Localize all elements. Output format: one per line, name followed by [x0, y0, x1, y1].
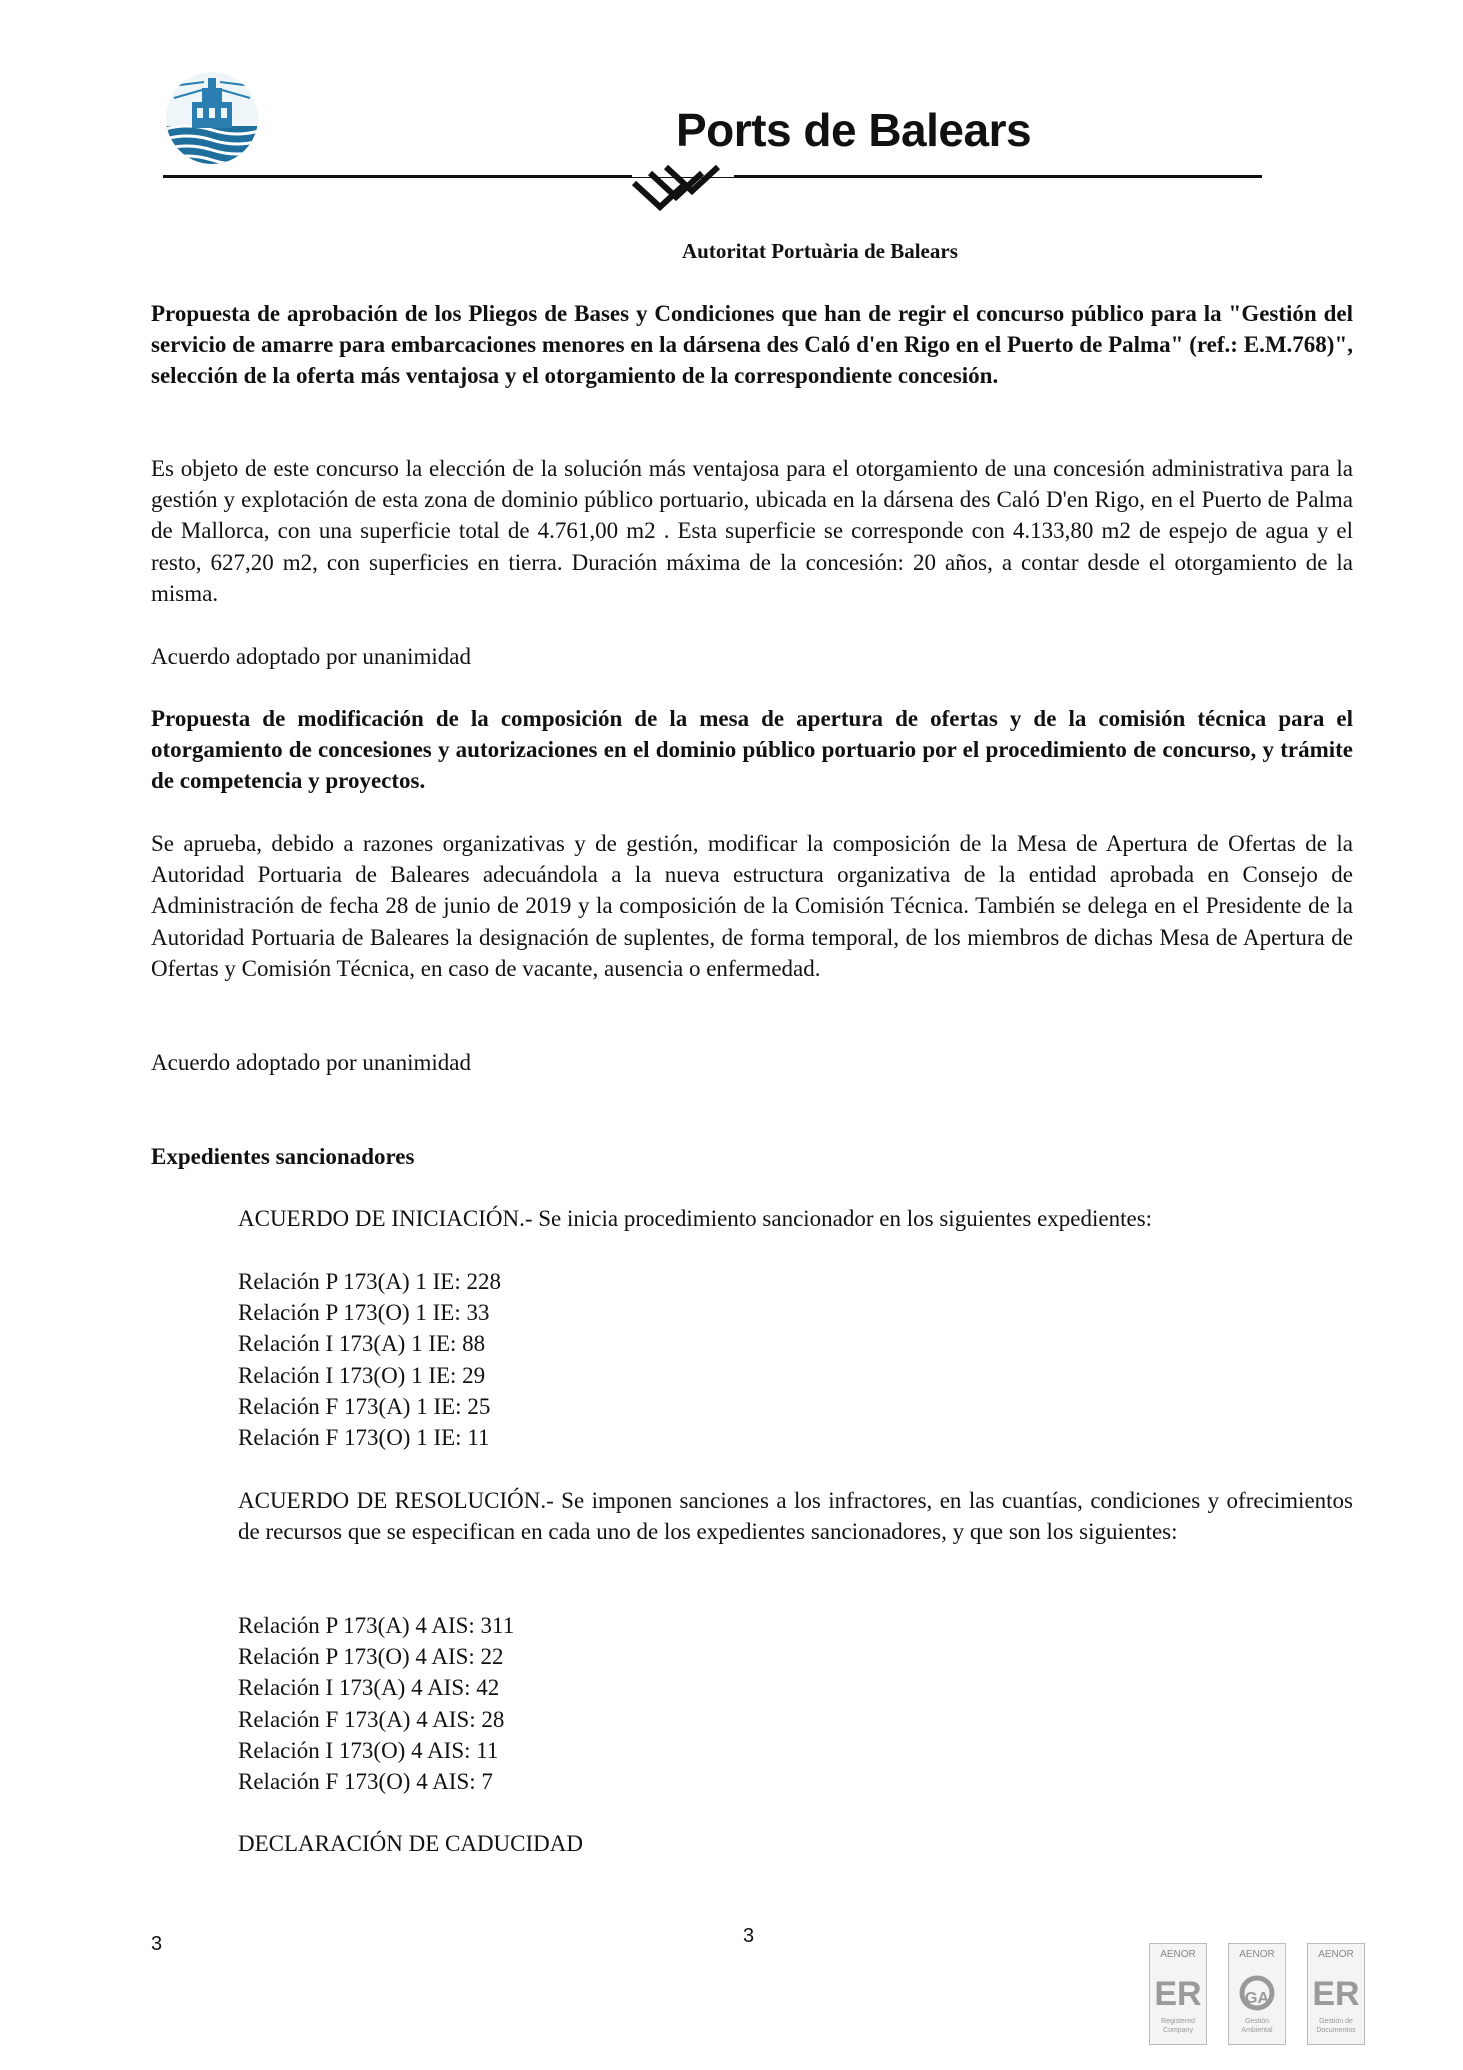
cert-caption: Documentos [1316, 2027, 1356, 2034]
cert-caption: Gestión de [1319, 2018, 1353, 2025]
cert-caption: Gestión [1244, 2018, 1270, 2025]
page-number-left: 3 [151, 1933, 163, 1955]
resolution-text: ACUERDO DE RESOLUCIÓN.- Se imponen sanciones a los infractores, en las cuantías, condiciones y ofrecimientos de recursos que se especifican en cada uno de los expedientes sancionadores, y que son los siguientes: [238, 1488, 1353, 1545]
cert-brand: AENOR [1160, 1949, 1196, 1960]
cert-caption: Company [1163, 2027, 1193, 2034]
list-item: Relación P 173(O) 1 IE: 33 [238, 1300, 490, 1326]
cert-mark: GA [1245, 1990, 1269, 2007]
list-item: Relación P 173(O) 4 AIS: 22 [238, 1644, 504, 1670]
certification-badge-icon [1307, 1943, 1365, 2045]
list-item: Relación I 173(O) 1 IE: 29 [238, 1362, 486, 1388]
list-item: Relación P 173(A) 4 AIS: 311 [238, 1613, 515, 1638]
cert-mark: ER [1154, 1975, 1202, 2013]
cert-brand: AENOR [1318, 1949, 1354, 1960]
cert-caption: Registered [1161, 2018, 1195, 2025]
item-1-body: Es objeto de este concurso la elección de la solución más ventajosa para el otorgamiento de una concesión administrativa para la gestión y explotación de esta zona de dominio público portuario, ubicada en la dársena des Caló D'en Rigo, en el Puerto de Palma de Mallorca, con una superficie total de 4.761,00 m2 . Esta superficie se corresponde con 4.133,80 m2 de espejo de agua y el resto, 627,20 m2, con superficies en tierra. Duración máxima de la concesión: 20 años, a contar desde el otorgamiento de la misma. [151, 456, 1353, 606]
item-1-agreement: Acuerdo adoptado por unanimidad [151, 644, 471, 669]
list-item: Relación F 173(O) 4 AIS: 7 [238, 1769, 493, 1795]
list-item: Relación I 173(O) 4 AIS: 11 [238, 1737, 499, 1763]
list-item: Relación I 173(A) 4 AIS: 42 [238, 1675, 500, 1701]
list-item: Relación P 173(A) 1 IE: 228 [238, 1269, 501, 1294]
initiation-text: ACUERDO DE INICIACIÓN.- Se inicia procedimiento sancionador en los siguientes expedientes: [238, 1206, 1153, 1231]
item-2-agreement: Acuerdo adoptado por unanimidad [151, 1050, 471, 1075]
item-1-title: Propuesta de aprobación de los Pliegos de Bases y Condiciones que han de regir el concurso público para la "Gestión del servicio de amarre para embarcaciones menores en la dársena des Caló d'en Rigo en el Puerto de Palma" (ref.: E.M.768)", selección de la oferta más ventajosa y el otorgamiento de la correspondiente concesión. [151, 301, 1353, 389]
cert-caption: Ambiental [1241, 2027, 1273, 2034]
list-item: Relación F 173(A) 4 AIS: 28 [238, 1706, 505, 1732]
ports-mark-icon [632, 163, 734, 215]
item-2-body: Se aprueba, debido a razones organizativas y de gestión, modificar la composición de la Mesa de Apertura de Ofertas de la Autoridad Portuaria de Baleares adecuándola a la nueva estructura organizativa de la entidad aprobada en Consejo de Administración de fecha 28 de junio de 2019 y la composición de la Comisión Técnica. También se delega en el Presidente de la Autoridad Portuaria de Baleares la designación de suplentes, de forma temporal, de los miembros de dichas Mesa de Apertura de Ofertas y Comisión Técnica, en caso de vacante, ausencia o enfermedad. [151, 831, 1353, 981]
list-item: Relación F 173(O) 1 IE: 11 [238, 1425, 490, 1451]
page-number-center: 3 [743, 1925, 755, 1947]
certification-badge-icon [1228, 1943, 1286, 2045]
sanctions-heading: Expedientes sancionadores [151, 1144, 415, 1169]
cert-mark: ER [1312, 1975, 1360, 2013]
certification-badge-icon [1149, 1943, 1207, 2045]
item-2-title: Propuesta de modificación de la composición de la mesa de apertura de ofertas y de la comisión técnica para el otorgamiento de concesiones y autorizaciones en el dominio público portuario por el procedimiento de concurso, y trámite de competencia y proyectos. [151, 706, 1353, 794]
list-item: Relación I 173(A) 1 IE: 88 [238, 1331, 486, 1357]
initiation-list [238, 1266, 501, 1453]
cert-brand: AENOR [1239, 1949, 1275, 1960]
org-name: Ports de Balears [676, 104, 1032, 156]
authority-name: Autoritat Portuària de Balears [682, 239, 958, 263]
ports-logo [162, 68, 262, 168]
caducity-heading: DECLARACIÓN DE CADUCIDAD [238, 1831, 583, 1856]
resolution-list [238, 1610, 514, 1797]
list-item: Relación F 173(A) 1 IE: 25 [238, 1393, 491, 1419]
